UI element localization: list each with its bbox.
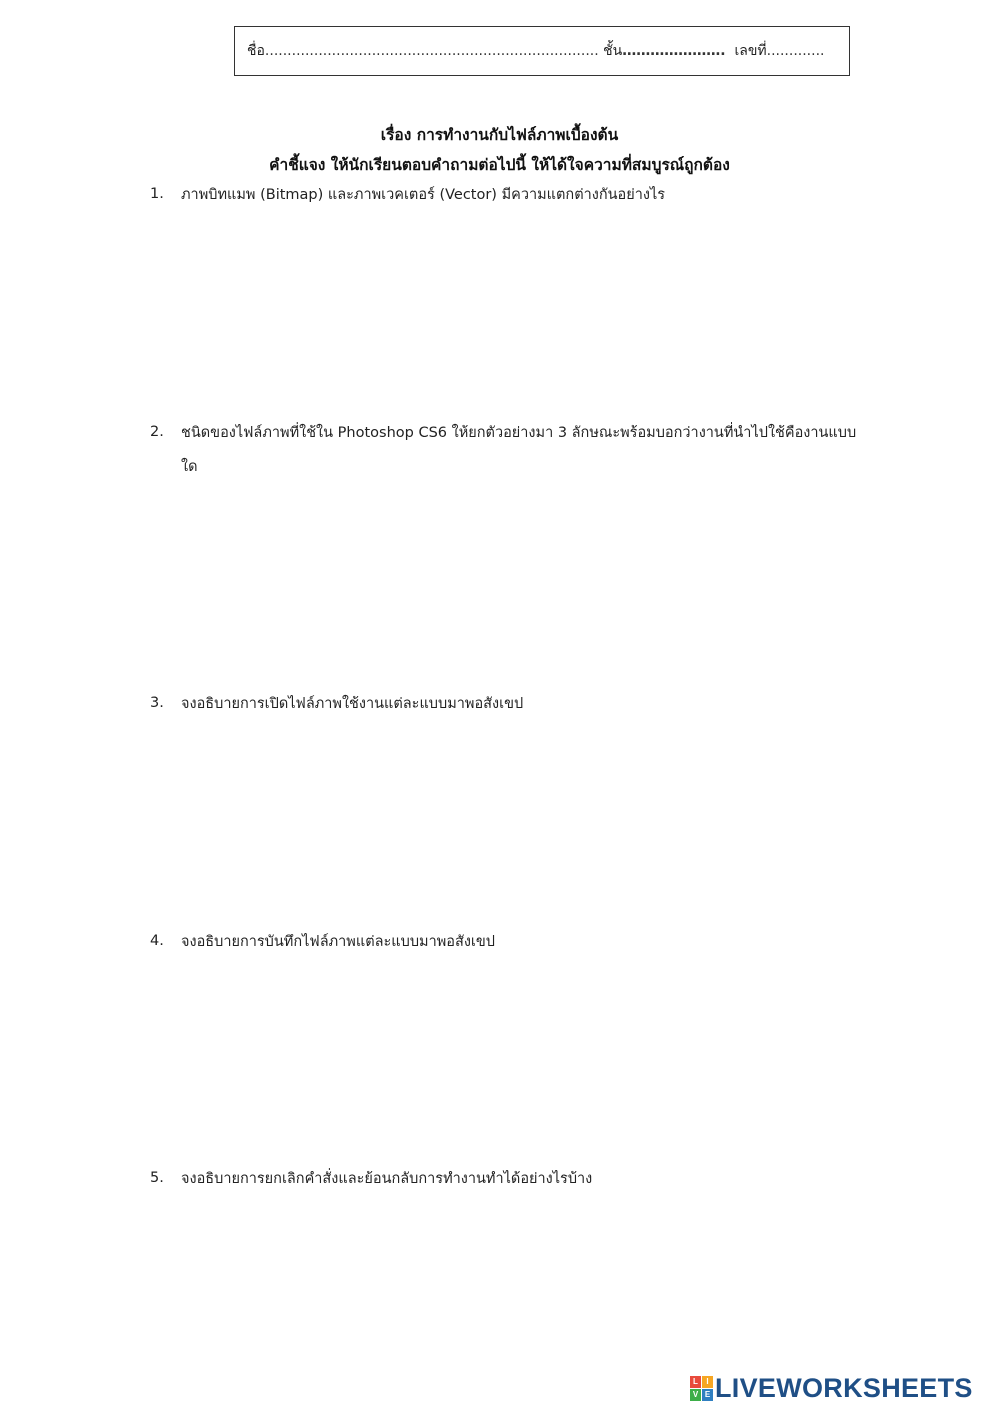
question-number: 4. [150, 933, 164, 949]
question-number: 3. [150, 695, 164, 711]
number-blank[interactable]: ............. [766, 43, 825, 59]
class-label: ชั้น [603, 43, 623, 59]
question-text: จงอธิบายการบันทึกไฟล์ภาพแต่ละแบบมาพอสังเขป [181, 934, 496, 950]
question-text: ภาพบิทแมพ (Bitmap) และภาพเวคเตอร์ (Vector) มีความแตกต่างกันอย่างไร [181, 187, 666, 203]
logo-text: LIVEWORKSHEETS [715, 1372, 973, 1403]
number-label: เลขที่ [734, 43, 767, 59]
name-label: ชื่อ [247, 43, 265, 59]
worksheet-title: เรื่อง การทำงานกับไฟล์ภาพเบื้องต้น [380, 126, 619, 144]
name-blank[interactable]: ........................................................................... [264, 43, 599, 59]
question-text: จงอธิบายการยกเลิกคำสั่งและย้อนกลับการทำงานทำได้อย่างไรบ้าง [181, 1171, 593, 1187]
liveworksheets-mark-icon: L I V E [690, 1376, 712, 1400]
question-text: ชนิดของไฟล์ภาพที่ใช้ใน Photoshop CS6 ให้ยกตัวอย่างมา 3 ลักษณะพร้อมบอกว่างานที่นำไปใช้คืองานแบบใด [181, 425, 857, 475]
liveworksheets-logo [690, 1372, 973, 1404]
question-number: 1. [150, 186, 164, 202]
worksheet-instruction: คำชี้แจง ให้นักเรียนตอบคำถามต่อไปนี้ ให้ได้ใจความที่สมบูรณ์ถูกต้อง [269, 156, 730, 174]
question-number: 5. [150, 1170, 164, 1186]
student-info-box [234, 26, 850, 76]
question-number: 2. [150, 424, 164, 440]
class-blank[interactable]: …………………. [622, 43, 726, 59]
question-text: จงอธิบายการเปิดไฟล์ภาพใช้งานแต่ละแบบมาพอสังเขป [181, 696, 524, 712]
